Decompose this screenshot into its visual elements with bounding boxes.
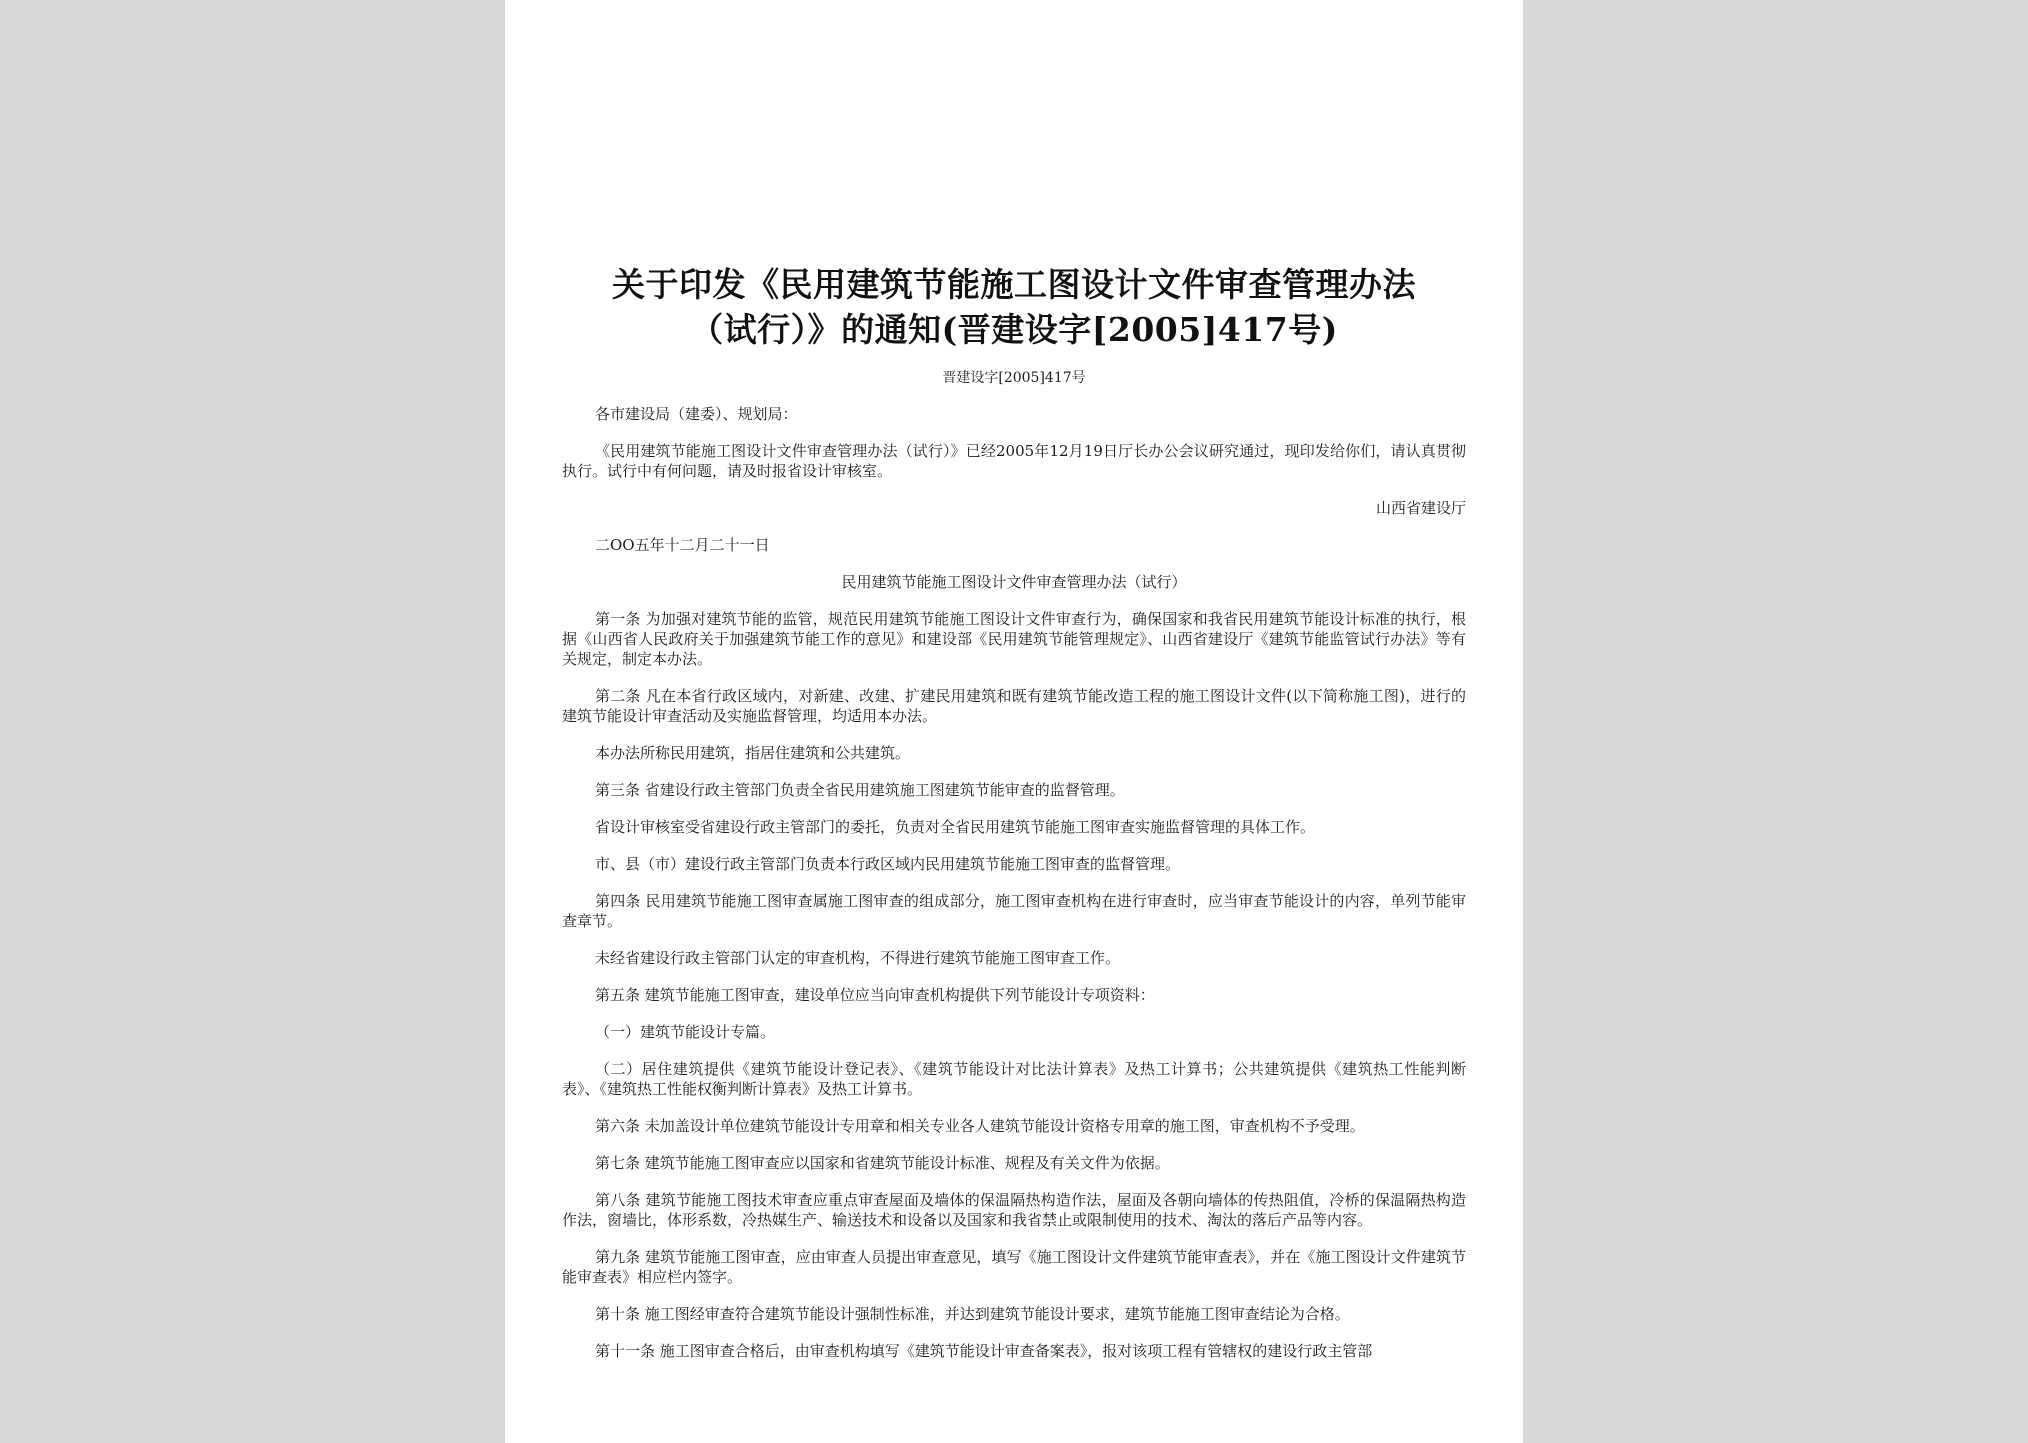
article-paragraph: 第七条 建筑节能施工图审查应以国家和省建筑节能设计标准、规程及有关文件为依据。 xyxy=(595,1154,1170,1172)
article-paragraph: 第八条 建筑节能施工图技术审查应重点审查屋面及墙体的保温隔热构造作法，屋面及各朝向墙体的传热阻值，冷桥的保温隔热构造作法，窗墙比，体形系数，冷热媒生产、输送技术和设备以及国家和我省禁止或限制使用的技术、淘汰的落后产品等内容。 xyxy=(562,1191,1466,1229)
article-paragraph: 本办法所称民用建筑，指居住建筑和公共建筑。 xyxy=(595,744,911,762)
article-paragraph: 第九条 建筑节能施工图审查，应由审查人员提出审查意见，填写《施工图设计文件建筑节能审查表》，并在《施工图设计文件建筑节能审查表》相应栏内签字。 xyxy=(562,1248,1466,1286)
issuer: 山西省建设厅 xyxy=(1375,499,1466,517)
document-number: 晋建设字[2005]417号 xyxy=(942,370,1086,386)
article-paragraph: 第六条 未加盖设计单位建筑节能设计专用章和相关专业各人建筑节能设计资格专用章的施工图，审查机构不予受理。 xyxy=(595,1117,1365,1135)
article-paragraph: （一）建筑节能设计专篇。 xyxy=(595,1023,776,1041)
title-line-1: 关于印发《民用建筑节能施工图设计文件审查管理办法 xyxy=(612,265,1416,304)
article-paragraph: 市、县（市）建设行政主管部门负责本行政区域内民用建筑节能施工图审查的监督管理。 xyxy=(595,855,1181,873)
article-paragraph: 第二条 凡在本省行政区域内，对新建、改建、扩建民用建筑和既有建筑节能改造工程的施工图设计文件(以下简称施工图)，进行的建筑节能设计审查活动及实施监督管理，均适用本办法。 xyxy=(562,687,1466,725)
document-page xyxy=(505,0,1523,1443)
article-paragraph: 第三条 省建设行政主管部门负责全省民用建筑施工图建筑节能审查的监督管理。 xyxy=(595,781,1125,799)
regulation-title: 民用建筑节能施工图设计文件审查管理办法（试行） xyxy=(841,573,1187,591)
article-paragraph: 第四条 民用建筑节能施工图审查属施工图审查的组成部分，施工图审查机构在进行审查时，应当审查节能设计的内容，单列节能审查章节。 xyxy=(562,892,1466,930)
article-paragraph: 第十条 施工图经审查符合建筑节能设计强制性标准，并达到建筑节能设计要求，建筑节能施工图审查结论为合格。 xyxy=(595,1305,1350,1323)
title-line-2: （试行）》的通知(晋建设字[2005]417号) xyxy=(690,310,1338,349)
article-paragraph: （二）居住建筑提供《建筑节能设计登记表》、《建筑节能设计对比法计算表》及热工计算书；公共建筑提供《建筑热工性能判断表》、《建筑热工性能权衡判断计算表》及热工计算书。 xyxy=(562,1060,1466,1098)
article-paragraph: 第五条 建筑节能施工图审查，建设单位应当向审查机构提供下列节能设计专项资料： xyxy=(595,986,1155,1004)
article-paragraph: 省设计审核室受省建设行政主管部门的委托，负责对全省民用建筑节能施工图审查实施监督管理的具体工作。 xyxy=(595,818,1316,836)
addressee: 各市建设局（建委）、规划局： xyxy=(595,405,798,423)
article-paragraph: 第一条 为加强对建筑节能的监管，规范民用建筑节能施工图设计文件审查行为，确保国家和我省民用建筑节能设计标准的执行，根据《山西省人民政府关于加强建筑节能工作的意见》和建设部《民用建筑节能管理规定》、山西省建设厅《建筑节能监管试行办法》等有关规定，制定本办法。 xyxy=(562,610,1466,668)
article-paragraph: 第十一条 施工图审查合格后，由审查机构填写《建筑节能设计审查备案表》，报对该项工程有管辖权的建设行政主管部 xyxy=(595,1342,1373,1360)
regulation-body xyxy=(562,609,1466,1361)
issue-date: 二OO五年十二月二十一日 xyxy=(595,536,770,554)
intro-paragraph: 《民用建筑节能施工图设计文件审查管理办法（试行）》已经2005年12月19日厅长办公会议研究通过，现印发给你们，请认真贯彻执行。试行中有何问题，请及时报省设计审核室。 xyxy=(562,442,1466,480)
document-title xyxy=(562,262,1466,352)
article-paragraph: 未经省建设行政主管部门认定的审查机构，不得进行建筑节能施工图审查工作。 xyxy=(595,949,1121,967)
